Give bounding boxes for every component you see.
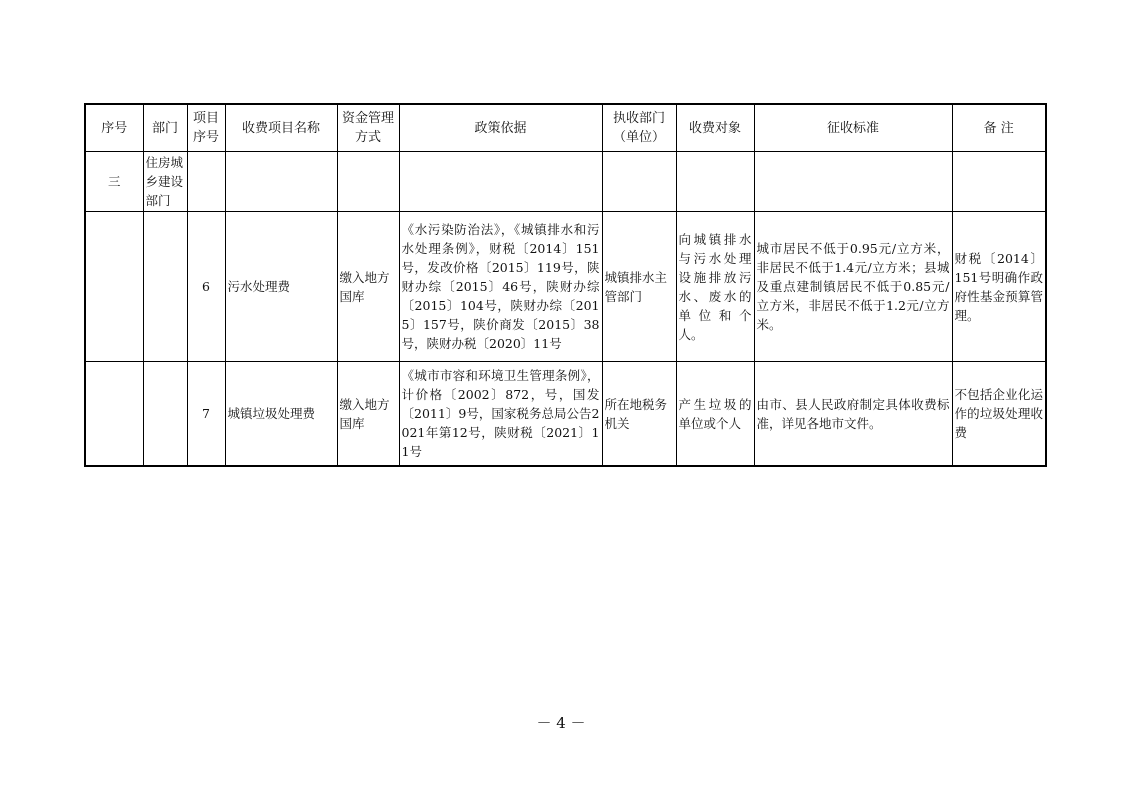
fund-management: 缴入地方国库	[337, 362, 399, 467]
empty-cell	[143, 212, 187, 362]
remark: 不包括企业化运作的垃圾处理收费	[952, 362, 1046, 467]
fee-table	[84, 103, 1047, 467]
empty-cell	[337, 152, 399, 212]
empty-cell	[952, 152, 1046, 212]
fee-name: 城镇垃圾处理费	[225, 362, 337, 467]
header-standard: 征收标准	[754, 104, 952, 152]
section-department: 住房城乡建设部门	[143, 152, 187, 212]
header-payer: 收费对象	[676, 104, 754, 152]
header-policy-basis: 政策依据	[399, 104, 602, 152]
header-fee-name: 收费项目名称	[225, 104, 337, 152]
remark: 财税〔2014〕151号明确作政府性基金预算管理。	[952, 212, 1046, 362]
empty-cell	[85, 212, 143, 362]
header-department: 部门	[143, 104, 187, 152]
empty-cell	[143, 362, 187, 467]
header-fund-management: 资金管理方式	[337, 104, 399, 152]
payer: 向城镇排水与污水处理设施排放污水、废水的单位和个人。	[676, 212, 754, 362]
policy-basis: 《水污染防治法》，《城镇排水和污水处理条例》，财税〔2014〕151号，发改价格〔2015〕119号，陕财办综〔2015〕46号，陕财办综〔2015〕104号，陕财办综〔2015〕157号，陕价商发〔2015〕38号，陕财办税〔2020〕11号	[399, 212, 602, 362]
header-remark: 备 注	[952, 104, 1046, 152]
payer: 产生垃圾的单位或个人	[676, 362, 754, 467]
header-serial: 序号	[85, 104, 143, 152]
standard: 城市居民不低于0.95元/立方米，非居民不低于1.4元/立方米；县城及重点建制镇居民不低于0.85元/立方米，非居民不低于1.2元/立方米。	[754, 212, 952, 362]
header-item-number: 项目序号	[187, 104, 225, 152]
section-serial: 三	[85, 152, 143, 212]
empty-cell	[85, 362, 143, 467]
section-row	[85, 152, 1046, 212]
empty-cell	[225, 152, 337, 212]
empty-cell	[187, 152, 225, 212]
empty-cell	[602, 152, 676, 212]
header-collector: 执收部门（单位）	[602, 104, 676, 152]
item-number: 7	[187, 362, 225, 467]
table-row	[85, 362, 1046, 467]
header-row	[85, 104, 1046, 152]
table-row	[85, 212, 1046, 362]
empty-cell	[399, 152, 602, 212]
collector: 所在地税务机关	[602, 362, 676, 467]
collector: 城镇排水主管部门	[602, 212, 676, 362]
standard: 由市、县人民政府制定具体收费标准，详见各地市文件。	[754, 362, 952, 467]
policy-basis: 《城市市容和环境卫生管理条例》，计价格〔2002〕872，号，国发〔2011〕9号，国家税务总局公告2021年第12号，陕财税〔2021〕11号	[399, 362, 602, 467]
empty-cell	[754, 152, 952, 212]
page-number: － 4 －	[536, 714, 586, 732]
fund-management: 缴入地方国库	[337, 212, 399, 362]
item-number: 6	[187, 212, 225, 362]
empty-cell	[676, 152, 754, 212]
fee-name: 污水处理费	[225, 212, 337, 362]
